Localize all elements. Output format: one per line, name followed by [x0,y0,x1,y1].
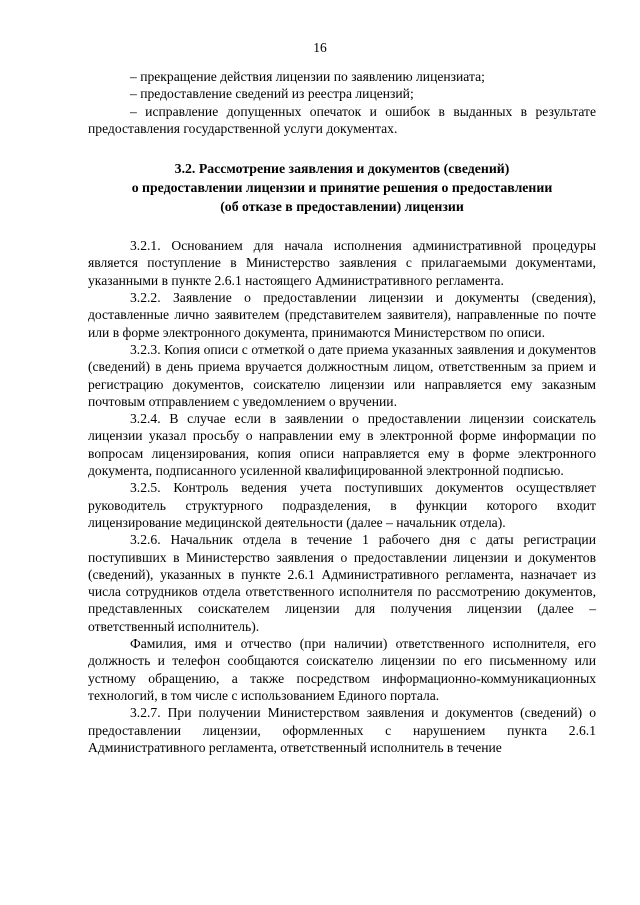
list-item: – прекращение действия лицензии по заявлению лицензиата; [130,69,485,84]
paragraph-3-2-5: 3.2.5. Контроль ведения учета поступивших документов осуществляет руководитель структурного подразделения, в функции которого входит лицензирование медицинской деятельности (далее – начальник отдела). [88,480,596,530]
paragraph-contact-info: Фамилия, имя и отчество (при наличии) ответственного исполнителя, его должность и телефон сообщаются соискателю лицензии по его письменному или устному обращению, а также посредством информационно-коммуникационных технологий, в том числе с использованием Единого портала. [88,636,596,703]
section-heading [88,159,596,216]
paragraph-3-2-2: 3.2.2. Заявление о предоставлении лицензии и документы (сведения), доставленные лично заявителем (представителем заявителя), направленные по почте или в форме электронного документа, принимаются Министерством по описи. [88,290,596,340]
paragraph-3-2-3: 3.2.3. Копия описи с отметкой о дате приема указанных заявления и документов (сведений) в день приема вручается должностным лицом, ответственным за прием и регистрацию документов, соискателю лицензии или направляется ему заказным почтовым отправлением с уведомлением о вручении. [88,341,596,409]
section-heading-line: о предоставлении лицензии и принятие решения о предоставлении [131,180,553,196]
section-heading-line: (об отказе в предоставлении) лицензии [220,199,464,215]
paragraph-3-2-6: 3.2.6. Начальник отдела в течение 1 рабочего дня с даты регистрации поступивших в Министерство заявления о предоставлении лицензии и документов (сведений), указанных в пункте 2.6.1 Административного регламента, назначает из числа сотрудников отдела ответственного исполнителя по рассмотрению документов, представленных соискателем лицензии для получения лицензии (далее – ответственный исполнитель). [88,532,596,634]
page-number: 16 [313,40,327,55]
document-body [88,68,596,756]
paragraph-3-2-7: 3.2.7. При получении Министерством заявления и документов (сведений) о предоставлении лицензии, оформленных с нарушением пункта 2.6.1 Административного регламента, ответственный исполнитель в течение [88,705,596,755]
list-item: – предоставление сведений из реестра лицензий; [130,86,414,102]
paragraph-3-2-4: 3.2.4. В случае если в заявлении о предоставлении лицензии соискатель лицензии указал просьбу о направлении ему в электронной форме информации по вопросам лицензирования, копия описи направляется ему в форме электронного документа, подписанного усиленной квалифицированной электронной подписью. [88,411,596,479]
paragraph-3-2-1: 3.2.1. Основанием для начала исполнения административной процедуры является поступление в Министерство заявления с прилагаемыми документами, указанными в пункте 2.6.1 настоящего Административного регламента. [88,238,596,288]
list-item: – исправление допущенных опечаток и ошибок в выданных в результате предоставления государственной услуги документах. [88,103,596,136]
section-heading-line: 3.2. Рассмотрение заявления и документов (сведений) [174,161,510,177]
